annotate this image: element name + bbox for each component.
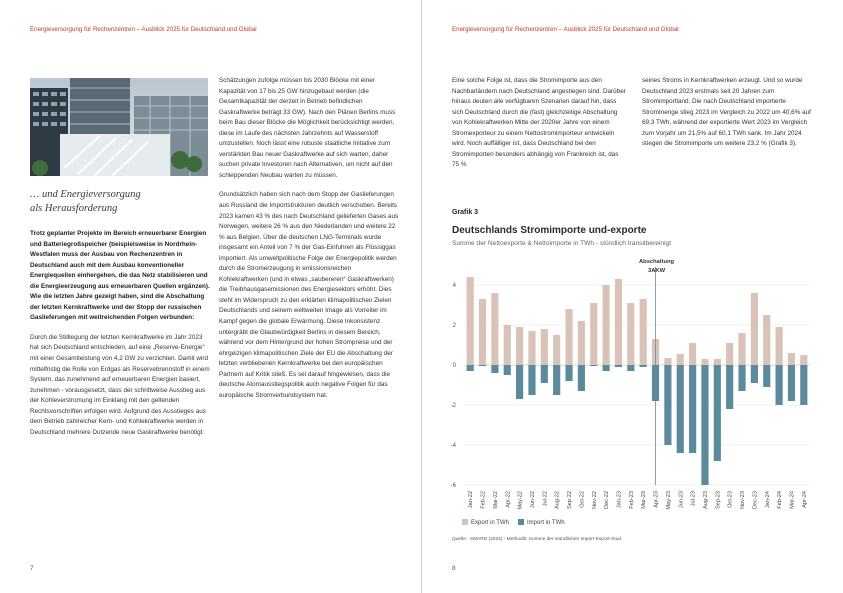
- x-tick-label: Dec-23: [752, 491, 759, 510]
- x-tick-label: Feb-23: [628, 491, 635, 509]
- import-bar: [565, 365, 572, 381]
- paragraph: Grundsätzlich haben sich nach dem Stopp der Gaslieferungen aus Russland die Importstrukturen deutlich verschoben. Bereits 2023 kamen 43 % des nach Deutschland gelieferten Gases aus Norwegen, weitere 26 % aus den Niederlanden und weitere 22 % aus Belgien. Über die deutschen LNG-Terminals wurde insgesamt ein Anteil von 7 % der Gas-Einfuhren als Flüssiggas importiert. Als umweltpolitische Folge der Energiepolitik werden durch die Stromerzeugung in emissionsreichen Kohlekraftwerken (und in etwas „saubereren“ Gaskraftwerken) die Treibhausgasemissionen des Energiesektors erhöht. Dies steht im Widerspruch zu den erklärten klimapolitischen Zielen Deutschlands und seinem weltweiten Image als Vorreiter im Kampf gegen die globale Erwärmung. Diese Inkonsistenz untergräbt die Glaubwürdigkeit Berlins in diesem Bereich, während vor dem Hintergrund der hohen Strompreise und der ehrgeizigen klimapolitischen Ziele der EU die Abschaltung der letzten verbliebenen Kernkraftwerke bei den europäischen Partnern auf Kritik stieß. Es sei darauf hingewiesen, dass die deutsche Atomausstiegspolitik auch negative Folgen für das europäische Stromverbundsystem hat.: [219, 191, 399, 399]
- subhead-line-1: … und Energieversorgung: [30, 189, 141, 200]
- y-tick-label: -2: [450, 403, 456, 409]
- import-bar: [751, 365, 758, 383]
- import-bar: [516, 365, 523, 399]
- x-tick-label: Sep-23: [715, 491, 722, 510]
- x-tick-label: Aug-23: [702, 491, 709, 510]
- export-bar: [603, 285, 610, 365]
- left-column-2: [219, 76, 399, 410]
- x-tick-label: May-22: [517, 491, 524, 510]
- x-tick-label: Sep-22: [567, 491, 574, 510]
- x-tick-label: Oct-23: [727, 491, 734, 508]
- import-bar: [677, 365, 684, 453]
- building-photo: [30, 78, 208, 176]
- paragraph: Durch die Stilllegung der letzten Kernkraftwerke im Jahr 2023 hat sich Deutschland entschieden, auf eine „Reserve-Energie“ mit einer Gesamtleistung von 4,2 GW zu verzichten. Damit wird mittelfristig die Rolle von Erdgas als Reservebrennstoff in einem System, das zunehmend auf erneuerbaren Energien basiert, zunehmen - vorausgesetzt, dass der schrittweise Ausstieg aus der Kohleverstromung im Einklang mit den geltenden Rechtsvorschriften erfolgen wird. Aufgrund des Ausstieges aus dem Betrieb zahlreicher Kern- und Kohlekraftwerke werden in Deutschland mehrere Dutzende neue Gaskraftwerke benötigt:: [30, 333, 210, 436]
- x-tick-label: Jul-22: [542, 491, 549, 507]
- paragraph: Schätzungen zufolge müssen bis 2030 Blöcke mit einer Kapazität von 17 bis 25 GW hinzugebaut werden (die Gesamtkapazität der derzeit in Betrieb befindlichen Gaskraftwerke beträgt 33 GW). Nach den Plänen Berlins muss beim Bau dieser Blöcke die Möglichkeit berücksichtigt werden, diese im Laufe des nächsten Jahrzehnts auf Wasserstoff umzustellen. Noch lässt eine robuste staatliche Initiative zum verstärkten Bau neuer Gaskraftwerke auf sich warten, daher suchen private Investoren nach Alternativen, um nicht auf den schleppenden Neubau warten zu müssen.: [219, 77, 396, 179]
- paragraph: Eine solche Folge ist, dass die Stromimporte aus den Nachbarländern nach Deutschland angestiegen sind. Darüber hinaus deuten alle verfügbaren Szenarien darauf hin, dass sich Deutschland durch die (fast) gleichzeitige Abschaltung von Kohlekraftwerken Mitte der 2020er Jahre von einem Stromexporteur zu einem Nettostromimporteur entwickeln wird. Noch auffälliger ist, dass Deutschland bei den Stromimporten besonders abhängig von Frankreich ist, das 75 %: [452, 77, 626, 169]
- import-bar: [504, 365, 511, 375]
- import-bar: [726, 365, 733, 409]
- x-tick-label: Oct-22: [579, 491, 586, 508]
- import-bar: [467, 365, 474, 371]
- lead-paragraph: Trotz geplanter Projekte im Bereich erneuerbarer Energien und Batteriegroßspeicher (beispielsweise in Nordrhein-Westfalen muss der Ausbau von Rechenzentren in Deutschland auch mit dem Ausbau konventioneller Energiequellen einhergehen, die das Netz stabilisieren und die Energieerzeugung aus erneuerbaren Quellen ergänzen). Wie die letzten Jahre gezeigt haben, sind die Abschaltung der letzten Kernkraftwerke und der Stopp der russischen Gaslieferungen mit weitreichenden Folgen verbunden:: [30, 230, 210, 322]
- right-column-1: [452, 76, 626, 180]
- export-bar: [504, 325, 511, 365]
- x-tick-label: Feb-22: [480, 491, 487, 509]
- import-bar: [701, 365, 708, 485]
- export-bar: [467, 277, 474, 365]
- import-bar: [763, 365, 770, 387]
- chart-subtitle: Summe der Nettoexporte & Nettoimporte in TWh - stündlich transitbereinigt: [452, 240, 672, 247]
- export-bar: [516, 327, 523, 365]
- export-bar: [479, 299, 486, 365]
- import-bar: [627, 365, 634, 371]
- figure-label: Grafik 3: [452, 209, 479, 216]
- export-bar: [763, 315, 770, 365]
- paragraph: seines Stroms in Kernkraftwerken erzeugt. Und so wurde Deutschland 2023 erstmals seit 20 Jahren zum Stromimportland. Die nach Deutschland importierte Strommenge stieg 2023 im Vergleich zu 2022 um 40,6% auf 69,3 TWh, während der exportierte Wert 2023 im Vergleich zum Vorjahr um 21,5% auf 60,1 TWh sank. Im Jahr 2024 stiegen die Stromimporte um weitere 23,2 % (Grafik 3).: [642, 77, 811, 148]
- running-header: Energieversorgung für Rechenzentren – Ausblick 2025 für Deutschland und Global: [30, 26, 257, 33]
- import-bar: [528, 365, 535, 395]
- import-bar: [640, 365, 647, 367]
- export-bar: [565, 309, 572, 365]
- x-tick-label: May-23: [665, 491, 672, 510]
- y-tick-label: 2: [452, 323, 456, 329]
- x-tick-label: Apr-23: [653, 491, 660, 508]
- x-tick-label: Apr-24: [801, 491, 808, 508]
- import-bar: [553, 365, 560, 395]
- import-bar: [664, 365, 671, 445]
- export-bar: [664, 358, 671, 365]
- import-bar: [615, 365, 622, 367]
- left-page: [0, 0, 421, 593]
- export-bar: [726, 343, 733, 365]
- x-tick-label: Jan-24: [764, 491, 771, 509]
- y-tick-label: 0: [452, 363, 456, 369]
- export-bar: [553, 335, 560, 365]
- section-subhead: [30, 188, 210, 216]
- x-tick-label: Jun-23: [678, 491, 685, 509]
- export-bar: [701, 359, 708, 365]
- export-bar: [615, 279, 622, 365]
- export-bar: [776, 327, 783, 365]
- annotation-label: Abschaltung: [638, 259, 675, 265]
- import-export-chart: [442, 255, 817, 545]
- x-tick-label: Nov-23: [740, 491, 747, 510]
- x-tick-label: Mar-24: [789, 491, 796, 509]
- import-bar: [590, 365, 597, 366]
- x-tick-label: Feb-24: [777, 491, 784, 509]
- x-tick-label: Jun-22: [529, 491, 536, 509]
- source-note: Quelle : SMARD (2024) - Methodik: Summe der stündlichen Import-Export-Stud: [452, 537, 622, 542]
- x-tick-label: Mar-22: [492, 491, 499, 509]
- import-bar: [689, 365, 696, 453]
- y-tick-label: -4: [450, 443, 456, 449]
- legend-label-import: Import in TWh: [527, 520, 565, 526]
- x-tick-label: Jan-22: [468, 491, 475, 509]
- right-column-2: [642, 76, 818, 159]
- import-bar: [603, 365, 610, 371]
- export-bar: [590, 303, 597, 365]
- import-bar: [788, 365, 795, 401]
- export-bar: [578, 321, 585, 365]
- export-bar: [689, 343, 696, 365]
- export-bar: [640, 299, 647, 365]
- export-bar: [714, 359, 721, 365]
- export-bar: [541, 329, 548, 365]
- left-column-1: [30, 229, 210, 447]
- export-bar: [677, 354, 684, 365]
- page-number: 7: [30, 565, 34, 572]
- import-bar: [800, 365, 807, 405]
- import-bar: [578, 365, 585, 391]
- x-tick-label: Jan-23: [616, 491, 623, 509]
- x-tick-label: Nov-22: [591, 491, 598, 510]
- export-bar: [788, 353, 795, 365]
- subhead-line-2: als Herausforderung: [30, 203, 118, 214]
- export-bar: [627, 303, 634, 365]
- export-bar: [528, 331, 535, 365]
- running-header: Energieversorgung für Rechenzentren – Ausblick 2025 für Deutschland und Global: [452, 26, 679, 33]
- import-bar: [479, 365, 486, 366]
- import-bar: [714, 365, 721, 461]
- export-bar: [738, 333, 745, 365]
- export-bar: [800, 355, 807, 365]
- page-number: 8: [452, 565, 456, 572]
- legend-swatch-export: [462, 519, 468, 525]
- chart-title: Deutschlands Stromimporte und-exporte: [452, 225, 647, 236]
- import-bar: [776, 365, 783, 405]
- x-tick-label: Dec-22: [604, 491, 611, 510]
- y-tick-label: -6: [450, 483, 456, 489]
- x-tick-label: Aug-22: [554, 491, 561, 510]
- export-bar: [491, 293, 498, 365]
- import-bar: [738, 365, 745, 391]
- legend-label-export: Export in TWh: [471, 520, 509, 526]
- x-tick-label: Apr-22: [505, 491, 512, 508]
- x-tick-label: Jul-23: [690, 491, 697, 507]
- annotation-label: 3AKW: [647, 268, 666, 274]
- import-bar: [541, 365, 548, 383]
- x-tick-label: Mar-23: [641, 491, 648, 509]
- legend-swatch-import: [518, 519, 524, 525]
- import-bar: [491, 365, 498, 373]
- y-tick-label: 4: [452, 283, 456, 289]
- export-bar: [751, 293, 758, 365]
